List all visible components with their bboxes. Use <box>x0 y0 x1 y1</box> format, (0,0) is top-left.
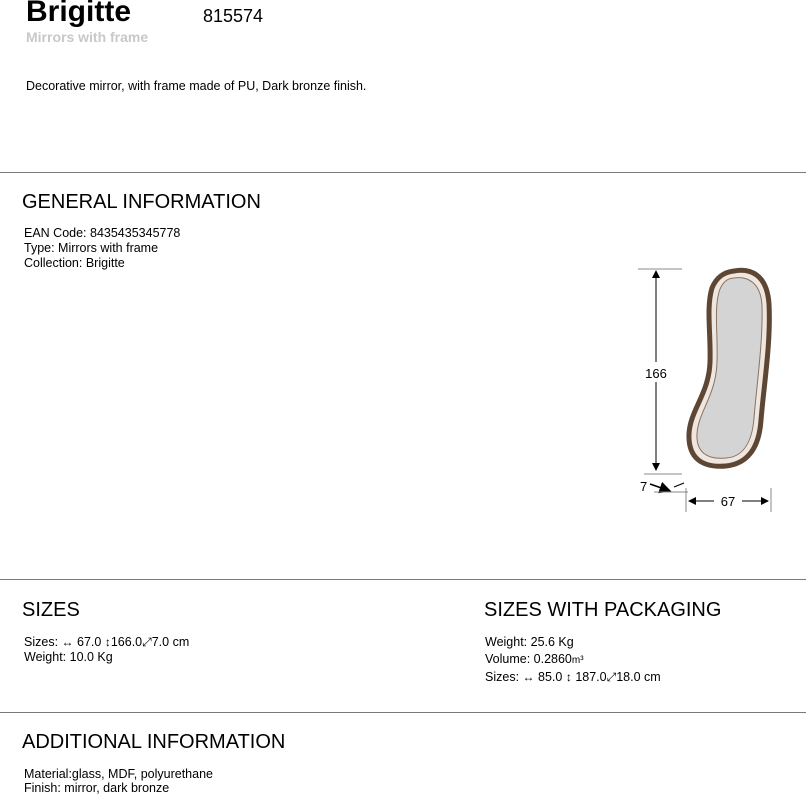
sizes-heading: SIZES <box>22 599 80 621</box>
product-code: 815574 <box>203 6 264 26</box>
general-heading: GENERAL INFORMATION <box>22 191 261 213</box>
product-description: Decorative mirror, with frame made of PU, Dark bronze finish. <box>26 79 367 93</box>
sizes-list <box>24 635 189 665</box>
packaging-weight: Weight: 25.6 Kg <box>485 635 574 649</box>
volume-value: Volume: 0.2860 <box>485 651 572 666</box>
packaging-heading: SIZES WITH PACKAGING <box>484 599 722 621</box>
size-width: 67.0 <box>77 635 102 649</box>
divider <box>0 712 806 713</box>
sizes-label: Sizes: <box>24 635 59 649</box>
packaging-list <box>485 634 661 686</box>
collection: Collection: Brigitte <box>24 256 125 270</box>
depth-dimension-label: 7 <box>640 479 648 494</box>
general-info-list <box>24 226 180 271</box>
weight: Weight: 10.0 Kg <box>24 650 113 664</box>
product-category: Mirrors with frame <box>26 29 149 45</box>
additional-info-list <box>24 767 213 795</box>
mirror-glass <box>697 278 762 459</box>
depth-arrow-icon: ⤢ <box>606 670 617 684</box>
height-arrow-icon: ↕ <box>104 635 111 649</box>
mirror-dimension-drawing <box>630 262 780 517</box>
size-depth: 7.0 cm <box>151 635 190 649</box>
volume-unit: m³ <box>571 654 584 666</box>
packaging-width: 85.0 <box>538 670 563 684</box>
finish: Finish: mirror, dark bronze <box>24 781 170 795</box>
ean-code: EAN Code: 8435435345778 <box>24 226 181 240</box>
sizes-line <box>24 635 189 650</box>
height-dimension-label: 166 <box>645 366 667 381</box>
type: Type: Mirrors with frame <box>24 241 159 255</box>
width-dimension-label: 67 <box>720 494 736 509</box>
width-arrow-icon: ↔ <box>61 635 74 649</box>
depth-arrow-icon: ⤢ <box>142 635 152 649</box>
packaging-sizes-line <box>485 669 661 686</box>
additional-heading: ADDITIONAL INFORMATION <box>22 731 286 753</box>
size-height: 166.0 <box>110 635 143 649</box>
height-arrow-icon: ↕ <box>565 670 572 684</box>
packaging-volume <box>485 651 661 670</box>
product-name: Brigitte <box>26 0 131 28</box>
packaging-height: 187.0 <box>575 670 607 684</box>
packaging-sizes-label: Sizes: <box>485 670 520 684</box>
width-arrow-icon: ↔ <box>522 670 535 684</box>
divider <box>0 579 806 580</box>
material: Material:glass, MDF, polyurethane <box>24 767 213 781</box>
packaging-depth: 18.0 cm <box>616 670 661 684</box>
divider <box>0 172 806 173</box>
